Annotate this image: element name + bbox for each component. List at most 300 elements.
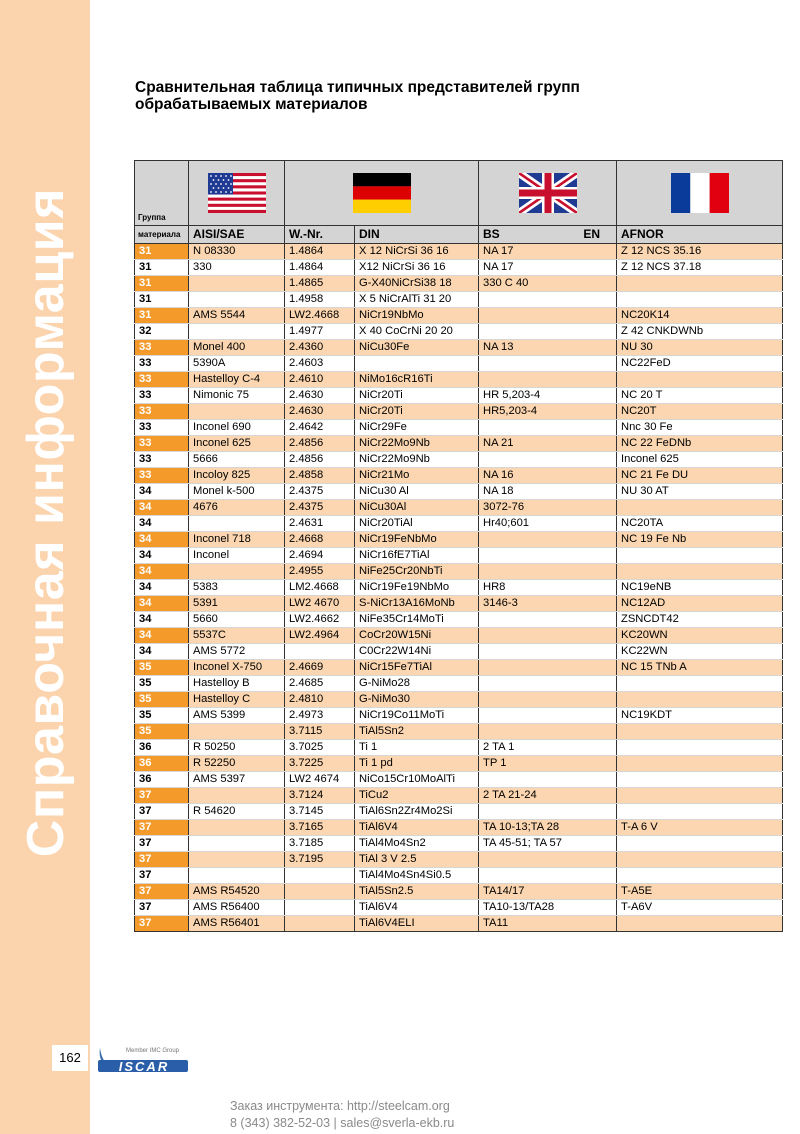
cell-afnor: NC12AD xyxy=(617,596,783,612)
cell-din: TiAl4Mo4Sn4Si0.5 xyxy=(355,868,479,884)
cell-group: 34 xyxy=(135,644,189,660)
cell-bs xyxy=(479,548,617,564)
cell-din: NiCu30Fe xyxy=(355,340,479,356)
cell-afnor: NC 21 Fe DU xyxy=(617,468,783,484)
cell-group: 33 xyxy=(135,468,189,484)
table-row xyxy=(135,564,783,580)
cell-wnr: 2.4668 xyxy=(285,532,355,548)
cell-group: 35 xyxy=(135,724,189,740)
cell-group: 37 xyxy=(135,916,189,932)
table-row xyxy=(135,884,783,900)
header-afnor: AFNOR xyxy=(617,226,783,244)
table-row xyxy=(135,260,783,276)
cell-wnr: 2.4669 xyxy=(285,660,355,676)
table-row xyxy=(135,836,783,852)
cell-afnor xyxy=(617,772,783,788)
table-row xyxy=(135,916,783,932)
cell-bs xyxy=(479,612,617,628)
cell-afnor: NU 30 AT xyxy=(617,484,783,500)
cell-wnr: 3.7225 xyxy=(285,756,355,772)
sidebar xyxy=(0,0,90,1134)
cell-afnor: NC 20 T xyxy=(617,388,783,404)
cell-din: Ti 1 xyxy=(355,740,479,756)
cell-aisi xyxy=(189,868,285,884)
cell-bs: NA 18 xyxy=(479,484,617,500)
logo-brand-text: ISCAR xyxy=(118,1059,170,1074)
header-bs-en-cell xyxy=(479,226,617,244)
cell-afnor xyxy=(617,804,783,820)
cell-wnr xyxy=(285,868,355,884)
cell-aisi: AMS 5772 xyxy=(189,644,285,660)
cell-group: 35 xyxy=(135,660,189,676)
cell-group: 33 xyxy=(135,388,189,404)
cell-bs xyxy=(479,852,617,868)
cell-afnor xyxy=(617,564,783,580)
cell-bs xyxy=(479,676,617,692)
header-france-cell xyxy=(617,161,783,226)
cell-wnr: LW2.4668 xyxy=(285,308,355,324)
cell-aisi xyxy=(189,836,285,852)
cell-wnr: 2.4630 xyxy=(285,404,355,420)
cell-bs: HR 5,203-4 xyxy=(479,388,617,404)
cell-wnr xyxy=(285,644,355,660)
materials-comparison-table xyxy=(134,160,783,932)
table-row xyxy=(135,436,783,452)
table-row xyxy=(135,372,783,388)
cell-bs xyxy=(479,628,617,644)
cell-afnor: NC22FeD xyxy=(617,356,783,372)
cell-aisi: 330 xyxy=(189,260,285,276)
cell-aisi: 4676 xyxy=(189,500,285,516)
cell-wnr: 2.4685 xyxy=(285,676,355,692)
cell-wnr: 2.4694 xyxy=(285,548,355,564)
cell-group: 34 xyxy=(135,548,189,564)
cell-afnor xyxy=(617,292,783,308)
cell-wnr: 1.4977 xyxy=(285,324,355,340)
cell-wnr: 2.4630 xyxy=(285,388,355,404)
cell-aisi: AMS R56400 xyxy=(189,900,285,916)
cell-din: NiCr20TiAl xyxy=(355,516,479,532)
cell-aisi: AMS R54520 xyxy=(189,884,285,900)
cell-group: 32 xyxy=(135,324,189,340)
table-row xyxy=(135,420,783,436)
cell-bs: HR8 xyxy=(479,580,617,596)
cell-din: NiFe25Cr20NbTi xyxy=(355,564,479,580)
cell-group: 37 xyxy=(135,868,189,884)
cell-wnr: 3.7195 xyxy=(285,852,355,868)
cell-wnr: 2.4642 xyxy=(285,420,355,436)
cell-group: 37 xyxy=(135,820,189,836)
cell-group: 35 xyxy=(135,708,189,724)
table-row xyxy=(135,692,783,708)
cell-group: 31 xyxy=(135,276,189,292)
header-din-cell xyxy=(355,226,479,244)
cell-bs: 330 C 40 xyxy=(479,276,617,292)
cell-group: 34 xyxy=(135,516,189,532)
cell-bs: TA 10-13;TA 28 xyxy=(479,820,617,836)
cell-din: TiCu2 xyxy=(355,788,479,804)
france-flag-icon xyxy=(671,173,729,213)
cell-group: 34 xyxy=(135,500,189,516)
cell-group: 31 xyxy=(135,244,189,260)
cell-bs: NA 16 xyxy=(479,468,617,484)
cell-din: NiCr19NbMo xyxy=(355,308,479,324)
cell-afnor: T-A5E xyxy=(617,884,783,900)
table-row xyxy=(135,516,783,532)
table-row xyxy=(135,804,783,820)
cell-afnor xyxy=(617,676,783,692)
header-en: EN xyxy=(583,227,600,241)
cell-bs: NA 21 xyxy=(479,436,617,452)
cell-wnr: LW2.4964 xyxy=(285,628,355,644)
page-title xyxy=(135,79,695,113)
cell-bs xyxy=(479,724,617,740)
cell-afnor xyxy=(617,724,783,740)
cell-aisi: Hastelloy C xyxy=(189,692,285,708)
cell-wnr: 3.7165 xyxy=(285,820,355,836)
cell-bs: TP 1 xyxy=(479,756,617,772)
cell-aisi: 5537C xyxy=(189,628,285,644)
cell-din: C0Cr22W14Ni xyxy=(355,644,479,660)
cell-din: NiMo16cR16Ti xyxy=(355,372,479,388)
cell-afnor: T-A 6 V xyxy=(617,820,783,836)
cell-wnr: LW2 4674 xyxy=(285,772,355,788)
cell-afnor: NC 22 FeDNb xyxy=(617,436,783,452)
cell-afnor xyxy=(617,788,783,804)
cell-din: NiCr15Fe7TiAl xyxy=(355,660,479,676)
cell-wnr: 1.4958 xyxy=(285,292,355,308)
cell-group: 37 xyxy=(135,900,189,916)
cell-wnr xyxy=(285,884,355,900)
cell-bs xyxy=(479,804,617,820)
cell-din: G-X40NiCrSi38 18 xyxy=(355,276,479,292)
cell-bs: TA10-13/TA28 xyxy=(479,900,617,916)
cell-wnr: 2.4631 xyxy=(285,516,355,532)
cell-wnr: 2.4610 xyxy=(285,372,355,388)
cell-group: 34 xyxy=(135,612,189,628)
cell-bs xyxy=(479,644,617,660)
germany-flag-icon xyxy=(353,173,411,213)
cell-wnr: 2.4955 xyxy=(285,564,355,580)
cell-afnor xyxy=(617,548,783,564)
table-row xyxy=(135,308,783,324)
cell-wnr: 2.4375 xyxy=(285,500,355,516)
cell-bs: 2 TA 21-24 xyxy=(479,788,617,804)
cell-wnr: 3.7115 xyxy=(285,724,355,740)
cell-din: NiCr22Mo9Nb xyxy=(355,436,479,452)
cell-din: NiFe35Cr14MoTi xyxy=(355,612,479,628)
cell-din: TiAl 3 V 2.5 xyxy=(355,852,479,868)
table-row xyxy=(135,900,783,916)
cell-afnor: KC22WN xyxy=(617,644,783,660)
cell-din: S-NiCr13A16MoNb xyxy=(355,596,479,612)
cell-aisi: AMS 5399 xyxy=(189,708,285,724)
footer-contact-line: 8 (343) 382-52-03 | sales@sverla-ekb.ru xyxy=(230,1116,455,1130)
cell-aisi: Inconel 690 xyxy=(189,420,285,436)
table-row xyxy=(135,244,783,260)
cell-aisi xyxy=(189,724,285,740)
cell-aisi xyxy=(189,324,285,340)
cell-wnr: 1.4865 xyxy=(285,276,355,292)
cell-afnor: NC19eNB xyxy=(617,580,783,596)
cell-afnor xyxy=(617,836,783,852)
cell-wnr xyxy=(285,900,355,916)
table-row xyxy=(135,324,783,340)
cell-afnor: NC 19 Fe Nb xyxy=(617,532,783,548)
cell-afnor: NC19KDT xyxy=(617,708,783,724)
table-row xyxy=(135,484,783,500)
cell-aisi: AMS 5544 xyxy=(189,308,285,324)
cell-aisi xyxy=(189,852,285,868)
cell-din: TiAl6V4ELI xyxy=(355,916,479,932)
cell-wnr: LW2 4670 xyxy=(285,596,355,612)
table-row xyxy=(135,756,783,772)
table-row xyxy=(135,852,783,868)
cell-afnor: NC 15 TNb A xyxy=(617,660,783,676)
cell-afnor: NC20K14 xyxy=(617,308,783,324)
cell-afnor xyxy=(617,692,783,708)
cell-aisi: Monel 400 xyxy=(189,340,285,356)
cell-aisi: N 08330 xyxy=(189,244,285,260)
table-row xyxy=(135,292,783,308)
cell-wnr: 2.4856 xyxy=(285,436,355,452)
cell-din: CoCr20W15Ni xyxy=(355,628,479,644)
cell-bs xyxy=(479,324,617,340)
cell-afnor: ZSNCDT42 xyxy=(617,612,783,628)
cell-group: 33 xyxy=(135,452,189,468)
table-row xyxy=(135,468,783,484)
header-group-line2: материала xyxy=(135,226,189,244)
cell-afnor xyxy=(617,868,783,884)
table-row xyxy=(135,612,783,628)
header-aisi: AISI/SAE xyxy=(189,226,285,244)
cell-group: 33 xyxy=(135,404,189,420)
cell-din: X 5 NiCrAlTi 31 20 xyxy=(355,292,479,308)
cell-aisi xyxy=(189,820,285,836)
cell-aisi: R 52250 xyxy=(189,756,285,772)
cell-afnor xyxy=(617,740,783,756)
cell-afnor: Nnc 30 Fe xyxy=(617,420,783,436)
cell-afnor xyxy=(617,756,783,772)
cell-aisi: 5660 xyxy=(189,612,285,628)
cell-bs xyxy=(479,372,617,388)
table-row xyxy=(135,500,783,516)
cell-bs: NA 17 xyxy=(479,260,617,276)
header-bs: BS xyxy=(483,227,500,241)
cell-din: X 40 CoCrNi 20 20 xyxy=(355,324,479,340)
cell-bs xyxy=(479,452,617,468)
cell-din: G-NiMo28 xyxy=(355,676,479,692)
cell-wnr: 1.4864 xyxy=(285,260,355,276)
cell-afnor xyxy=(617,276,783,292)
cell-afnor xyxy=(617,916,783,932)
cell-afnor xyxy=(617,500,783,516)
cell-din: NiCr20Ti xyxy=(355,404,479,420)
cell-bs: TA14/17 xyxy=(479,884,617,900)
cell-aisi xyxy=(189,564,285,580)
cell-afnor: NC20T xyxy=(617,404,783,420)
header-uk-cell xyxy=(479,161,617,226)
header-germany-cell xyxy=(285,161,479,226)
table-row xyxy=(135,548,783,564)
cell-bs xyxy=(479,660,617,676)
cell-wnr: 1.4864 xyxy=(285,244,355,260)
table-row xyxy=(135,388,783,404)
cell-din: X12 NiCrSi 36 16 xyxy=(355,260,479,276)
table-row xyxy=(135,532,783,548)
table-row xyxy=(135,772,783,788)
table-row xyxy=(135,596,783,612)
cell-din: TiAl6V4 xyxy=(355,820,479,836)
cell-wnr: 3.7145 xyxy=(285,804,355,820)
cell-din: TiAl5Sn2.5 xyxy=(355,884,479,900)
cell-wnr: 3.7124 xyxy=(285,788,355,804)
cell-aisi: 5391 xyxy=(189,596,285,612)
table-header-labels xyxy=(135,226,783,244)
cell-din: NiCr29Fe xyxy=(355,420,479,436)
cell-aisi xyxy=(189,516,285,532)
cell-bs xyxy=(479,868,617,884)
cell-din: NiCr20Ti xyxy=(355,388,479,404)
cell-afnor: NU 30 xyxy=(617,340,783,356)
table-row xyxy=(135,644,783,660)
cell-din: TiAl6V4 xyxy=(355,900,479,916)
cell-aisi: Incoloy 825 xyxy=(189,468,285,484)
cell-bs xyxy=(479,532,617,548)
cell-din xyxy=(355,356,479,372)
cell-group: 37 xyxy=(135,788,189,804)
cell-group: 35 xyxy=(135,692,189,708)
cell-bs: 3146-3 xyxy=(479,596,617,612)
cell-bs xyxy=(479,708,617,724)
usa-flag-icon xyxy=(208,173,266,213)
cell-group: 36 xyxy=(135,772,189,788)
cell-din: NiCr19FeNbMo xyxy=(355,532,479,548)
cell-aisi: AMS 5397 xyxy=(189,772,285,788)
table-row xyxy=(135,788,783,804)
table-row xyxy=(135,708,783,724)
cell-aisi xyxy=(189,292,285,308)
cell-din: TiAl6Sn2Zr4Mo2Si xyxy=(355,804,479,820)
cell-afnor: Inconel 625 xyxy=(617,452,783,468)
cell-din: G-NiMo30 xyxy=(355,692,479,708)
cell-aisi: Hastelloy B xyxy=(189,676,285,692)
cell-din: Ti 1 pd xyxy=(355,756,479,772)
table-row xyxy=(135,660,783,676)
cell-din: NiCo15Cr10MoAlTi xyxy=(355,772,479,788)
table-header-flags xyxy=(135,161,783,226)
cell-bs: TA 45-51; TA 57 xyxy=(479,836,617,852)
cell-group: 34 xyxy=(135,596,189,612)
iscar-logo xyxy=(96,1044,192,1078)
table-row xyxy=(135,452,783,468)
cell-group: 33 xyxy=(135,372,189,388)
header-wnr: W.-Nr. xyxy=(285,226,355,244)
cell-group: 33 xyxy=(135,436,189,452)
cell-group: 37 xyxy=(135,852,189,868)
cell-afnor: Z 12 NCS 37.18 xyxy=(617,260,783,276)
cell-afnor: KC20WN xyxy=(617,628,783,644)
cell-wnr: LM2.4668 xyxy=(285,580,355,596)
cell-aisi: 5666 xyxy=(189,452,285,468)
cell-afnor xyxy=(617,852,783,868)
table-row xyxy=(135,628,783,644)
cell-group: 33 xyxy=(135,420,189,436)
table-row xyxy=(135,404,783,420)
table-body xyxy=(135,244,783,932)
table-row xyxy=(135,740,783,756)
cell-aisi: Inconel xyxy=(189,548,285,564)
cell-aisi: Nimonic 75 xyxy=(189,388,285,404)
cell-aisi xyxy=(189,404,285,420)
cell-din: NiCr21Mo xyxy=(355,468,479,484)
sidebar-vertical-title: Справочная информация xyxy=(17,188,75,858)
cell-group: 33 xyxy=(135,340,189,356)
cell-wnr: 2.4360 xyxy=(285,340,355,356)
cell-wnr: 2.4810 xyxy=(285,692,355,708)
cell-din: NiCu30Al xyxy=(355,500,479,516)
title-line-1: Сравнительная таблица типичных представителей групп xyxy=(135,79,580,96)
cell-wnr: 2.4603 xyxy=(285,356,355,372)
footer-order-line: Заказ инструмента: http://steelcam.org xyxy=(230,1099,450,1113)
table-row xyxy=(135,724,783,740)
cell-bs: TA11 xyxy=(479,916,617,932)
cell-din: NiCr22Mo9Nb xyxy=(355,452,479,468)
cell-group: 34 xyxy=(135,580,189,596)
cell-din: TiAl5Sn2 xyxy=(355,724,479,740)
logo-member-text: Member IMC Group xyxy=(126,1048,180,1054)
uk-flag-icon xyxy=(519,173,577,213)
table-row xyxy=(135,820,783,836)
cell-aisi: R 54620 xyxy=(189,804,285,820)
header-din: DIN xyxy=(359,227,380,241)
cell-group: 35 xyxy=(135,676,189,692)
title-line-2: обрабатываемых материалов xyxy=(135,96,368,113)
cell-bs xyxy=(479,292,617,308)
cell-group: 36 xyxy=(135,756,189,772)
cell-aisi: AMS R56401 xyxy=(189,916,285,932)
cell-bs xyxy=(479,692,617,708)
cell-aisi xyxy=(189,276,285,292)
cell-aisi: Monel k-500 xyxy=(189,484,285,500)
cell-bs xyxy=(479,308,617,324)
cell-aisi: Inconel 718 xyxy=(189,532,285,548)
cell-afnor: T-A6V xyxy=(617,900,783,916)
cell-aisi: R 50250 xyxy=(189,740,285,756)
cell-bs xyxy=(479,772,617,788)
cell-din: TiAl4Mo4Sn2 xyxy=(355,836,479,852)
cell-group: 37 xyxy=(135,804,189,820)
cell-wnr: 2.4858 xyxy=(285,468,355,484)
cell-din: NiCu30 Al xyxy=(355,484,479,500)
header-group-cell xyxy=(135,161,189,226)
cell-afnor: Z 12 NCS 35.16 xyxy=(617,244,783,260)
cell-afnor: NC20TA xyxy=(617,516,783,532)
cell-wnr: 2.4973 xyxy=(285,708,355,724)
cell-aisi: 5383 xyxy=(189,580,285,596)
footer xyxy=(230,1098,630,1132)
cell-aisi: Inconel X-750 xyxy=(189,660,285,676)
cell-group: 33 xyxy=(135,356,189,372)
cell-group: 37 xyxy=(135,884,189,900)
cell-din: NiCr16fE7TiAl xyxy=(355,548,479,564)
cell-group: 34 xyxy=(135,628,189,644)
cell-wnr: 2.4375 xyxy=(285,484,355,500)
cell-aisi: Inconel 625 xyxy=(189,436,285,452)
cell-din: NiCr19Fe19NbMo xyxy=(355,580,479,596)
cell-bs: Hr40;601 xyxy=(479,516,617,532)
cell-wnr: 3.7185 xyxy=(285,836,355,852)
